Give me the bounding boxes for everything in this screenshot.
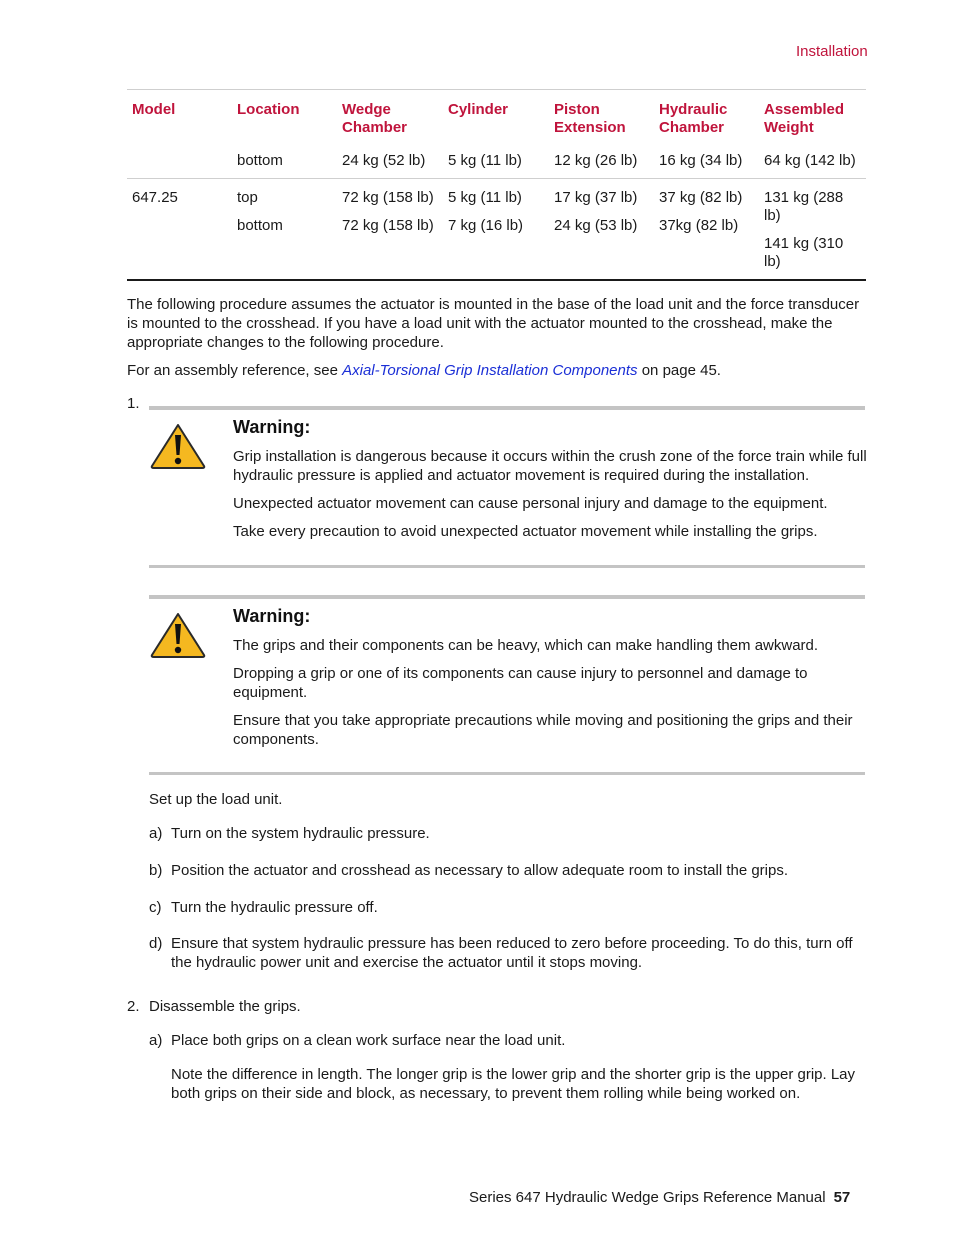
warning-top-rule (149, 595, 865, 599)
table-cell: 131 kg (288 lb) (764, 189, 844, 224)
warning-top-rule (149, 406, 865, 410)
table-cell: 141 kg (310 lb) (764, 235, 844, 270)
table-top-rule (127, 89, 866, 90)
substep-label: d) (149, 935, 163, 952)
table-cell: 12 kg (26 lb) (554, 152, 638, 169)
table-cell: 37kg (82 lb) (659, 217, 739, 234)
table-cell: bottom (237, 217, 283, 234)
table-cell: 37 kg (82 lb) (659, 189, 743, 206)
table-bottom-rule (127, 279, 866, 281)
warning-text: Grip installation is dangerous because it occurs within the crush zone of the force train while full hydraulic pressure is applied and actuator movement is required during the installation. (233, 448, 867, 484)
warning-title: Warning: (233, 417, 311, 437)
step-text: Disassemble the grips. (149, 998, 301, 1015)
table-cell: 16 kg (34 lb) (659, 152, 743, 169)
step-text: Set up the load unit. (149, 791, 283, 808)
manual-title: Series 647 Hydraulic Wedge Grips Reference Manual (469, 1189, 826, 1206)
table-header-assembled-weight: Assembled Weight (764, 101, 845, 136)
substep-text: Turn on the system hydraulic pressure. (171, 825, 430, 842)
table-cell: 5 kg (11 lb) (448, 152, 522, 169)
warning-text: The grips and their components can be heavy, which can make handling them awkward. (233, 637, 819, 654)
table-row-rule (127, 178, 866, 179)
table-cell: 72 kg (158 lb) (342, 217, 434, 234)
table-cell: top (237, 189, 258, 206)
table-header-wedge-chamber: Wedge Chamber (342, 101, 408, 136)
warning-text: Unexpected actuator movement can cause personal injury and damage to the equipment. (233, 495, 828, 512)
page-number: 57 (833, 1189, 851, 1206)
substep-label: b) (149, 862, 163, 879)
table-header-location: Location (237, 101, 300, 118)
warning-bottom-rule (149, 772, 865, 775)
page-footer (469, 1189, 850, 1206)
reference-link[interactable]: Axial-Torsional Grip Installation Components (342, 362, 638, 379)
warning-bottom-rule (149, 565, 865, 568)
warning-text: Dropping a grip or one of its components can cause injury to personnel and damage to equipment. (233, 665, 808, 701)
warning-title: Warning: (233, 606, 311, 626)
assembly-reference (127, 361, 867, 380)
substep-label: a) (149, 1032, 163, 1049)
warning-triangle-icon (149, 422, 207, 470)
reference-prefix: For an assembly reference, see (127, 362, 343, 379)
substep-text: Place both grips on a clean work surface near the load unit. (171, 1032, 566, 1049)
warning-triangle-icon (149, 611, 207, 659)
warning-box (149, 595, 866, 777)
table-cell: 64 kg (142 lb) (764, 152, 856, 169)
reference-suffix: on page 45. (637, 362, 721, 379)
substep-label: a) (149, 825, 163, 842)
table-cell: 24 kg (52 lb) (342, 152, 426, 169)
step-note: Note the difference in length. The longer grip is the lower grip and the shorter grip is the upper grip. Lay both grips on their side and block, as necessary, to prevent them rolling while being worked on. (171, 1066, 856, 1102)
table-cell: bottom (237, 152, 283, 169)
table-cell: 5 kg (11 lb) (448, 189, 522, 206)
table-header-hydraulic-chamber: Hydraulic Chamber (659, 101, 728, 136)
substep-text: Position the actuator and crosshead as necessary to allow adequate room to install the grips. (171, 862, 789, 879)
section-title: Installation (796, 43, 868, 60)
substep-label: c) (149, 899, 162, 916)
substep-text: Turn the hydraulic pressure off. (171, 899, 378, 916)
table-cell: 7 kg (16 lb) (448, 217, 524, 234)
table-header-cylinder: Cylinder (448, 101, 509, 118)
table-cell: 72 kg (158 lb) (342, 189, 434, 206)
table-cell-model: 647.25 (132, 189, 178, 206)
step-number: 1. (127, 395, 140, 412)
table-header-piston-extension: Piston Extension (554, 101, 626, 136)
table-header-model: Model (132, 101, 176, 118)
warning-text: Ensure that you take appropriate precautions while moving and positioning the grips and their components. (233, 712, 853, 748)
step-number: 2. (127, 998, 140, 1015)
table-cell: 24 kg (53 lb) (554, 217, 638, 234)
intro-paragraph: The following procedure assumes the actuator is mounted in the base of the load unit and the force transducer is mounted to the crosshead. If you have a load unit with the actuator mounted to the crosshead, make the appropriate changes to the following procedure. (127, 296, 860, 351)
substep-text: Ensure that system hydraulic pressure has been reduced to zero before proceeding. To do this, turn off the hydraulic power unit and exercise the actuator until it stops moving. (171, 935, 853, 971)
warning-box (149, 406, 866, 571)
warning-text: Take every precaution to avoid unexpected actuator movement while installing the grips. (233, 523, 818, 540)
table-cell: 17 kg (37 lb) (554, 189, 638, 206)
